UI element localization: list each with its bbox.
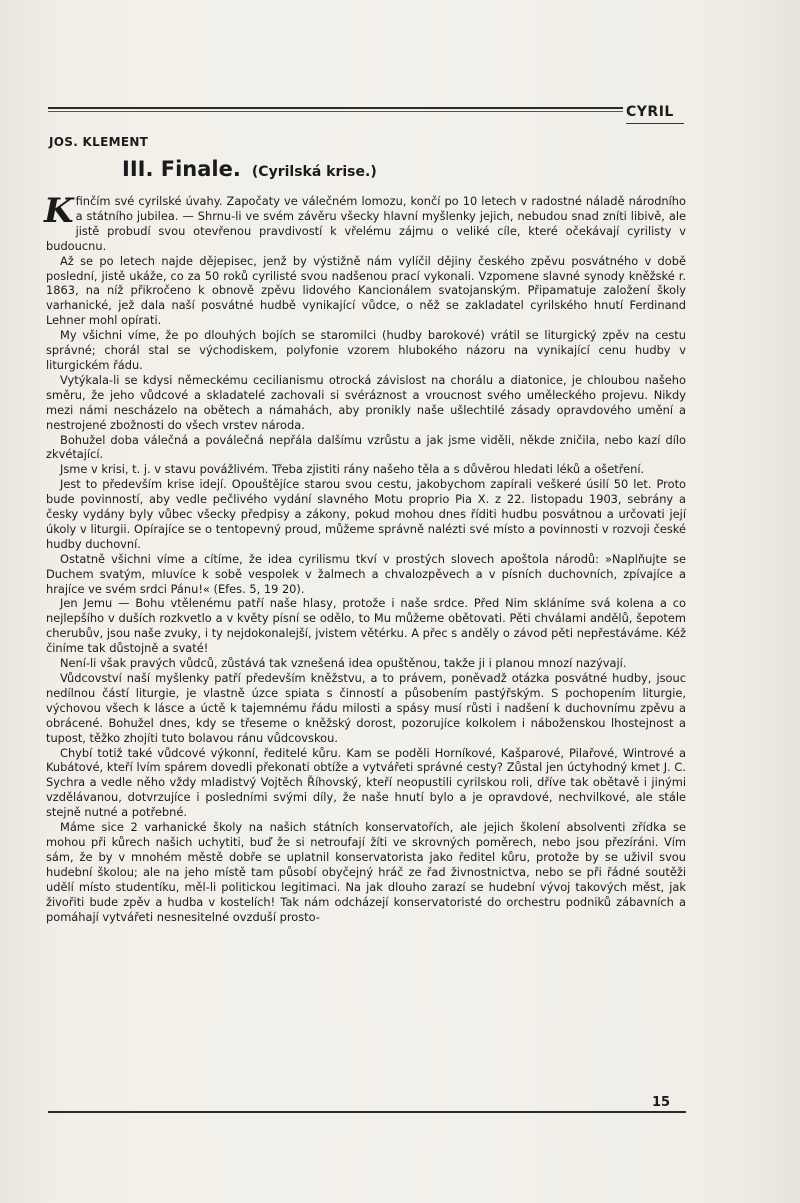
paragraph: Vůdcovství naší myšlenky patří především kněžstvu, a to právem, poněvadž otázka posvátné hudby, jsouc nedílnou částí liturgie, je vlastně úzce spiata s činností a působením pastýřským. S pochopením liturgie, výchovou všech k lásce a úctě k tajemnému řádu milosti a spásy musí růsti i nadšení k duchovnímu zpěvu a obrácené. Bohužel dnes, kdy se třeseme o kněžský dorost, pozorujíce kolkolem i náboženskou lhostejnost a tupost, těžko zhojíti tuto bolavou ránu vůdcovskou. xyxy=(46,671,686,745)
paragraph: Jen Jemu — Bohu vtělenému patří naše hlasy, protože i naše srdce. Před Nim skláníme svá kolena a co nejlepšího v duších rozkvetlo a v květy písní se odělo, to Mu můžeme obětovati. Pěti chválami andělů, šepotem cherubův, jsou naše zvuky, i ty nejdokonalejší, jvistem větérku. A přec s anděly o závod pěti nepřestáváme. Kéž činíme tak důstojně a svaté! xyxy=(46,596,686,656)
article-title: III. Finale. xyxy=(122,157,241,181)
journal-name: CYRIL xyxy=(626,104,674,120)
paragraph xyxy=(44,191,686,254)
paragraph: Jsme v krisi, t. j. v stavu povážlivém. Třeba zjistiti rány našeho těla a s důvěrou hledati léků a ošetření. xyxy=(60,462,645,477)
article-subtitle: (Cyrilská krise.) xyxy=(251,164,377,180)
article-body xyxy=(44,191,686,924)
paragraph: Máme sice 2 varhanické školy na našich státních konservatořích, ale jejich školení absolventi zřídka se mohou při kůrech našich uchytiti, buď že si netroufají žíti ve skrovných poměrech, nebo jsou přezíráni. Vím sám, že by v mnohém městě dobře se uplatnil konservatorista jako ředitel kůru, protože by se uživil svou hudební školou; ale na jeho místě tam působí obyčejný hráč ze řad živnostnictva, nebo se při řádné soutěži udělí místo studentíku, měl-li politickou legitimaci. Na jak dlouho zarazí se hudební vývoj takových měst, jak živořiti bude zpěv a hudba v kostelích! Tak nám odcházejí konservatoristé do orchestru podniků zábavních a pomáhají vytvářeti nesnesitelné ovzduší prosto- xyxy=(46,820,686,924)
journal-underline xyxy=(626,123,684,124)
header-rule-thin xyxy=(48,111,623,112)
paragraph: My všichni víme, že po dlouhých bojích se staromilci (hudby barokové) vrátil se liturgický zpěv na cestu správné; chorál stal se východiskem, polyfonie vzorem hlubokého názoru na vynikající cenu hudby v liturgickém řádu. xyxy=(46,328,686,372)
paragraph: Vytýkala-li se kdysi německému cecilianismu otrocká závislost na chorálu a diatonice, je chloubou našeho směru, že jeho vůdcové a skladatelé zachovali si svéráznost a vroucnost svého uměleckého projevu. Nikdy mezi námi nescházelo na obětech a námahách, aby pronikly naše ušlechtilé zásady opravdového umění a nestrojené zbožnosti do všech vrstev národa. xyxy=(46,372,686,432)
paragraph: Ostatně všichni víme a cítíme, že idea cyrilismu tkví v prostých slovech apoštola národů: »Naplňujte se Duchem svatým, mluvíce k sobě vespolek v žalmech a chvalozpěvech a v písních duchovních, zpívajíce a hrajíce ve svém srdci Pánu!« (Efes. 5, 19 20). xyxy=(46,551,686,596)
paragraph: Není-li však pravých vůdců, zůstává tak vznešená idea opuštěnou, takže ji i planou mnozí nazývají. xyxy=(60,656,627,671)
drop-cap: K xyxy=(44,191,74,231)
paragraph: Bohužel doba válečná a poválečná nepřála dalšímu vzrůstu a jak jsme viděli, někde zničila, nebo kazí dílo zkvétající. xyxy=(46,432,686,462)
paragraph: Chybí totiž také vůdcové výkonní, ředitelé kůru. Kam se poděli Horníkové, Kašparové, Pilařové, Wintrové a Kubátové, kteří lvím spárem dovedli překonati obtíže a vytvářeti správné cesty? Zůstal jen úctyhodný kmet J. C. Sychra a vedle něho vždy mladistvý Vojtěch Říhovský, kteří neopustili cyrilskou roli, dříve tak obětavě i jinými vzdělávanou, dotvrzujíce i posledními svými díly, že naše hnutí bylo a je opravdové, nechvilkové, ale stále stejně nutné a potřebné. xyxy=(46,745,686,820)
article-title-block xyxy=(122,157,377,181)
header-rule xyxy=(48,107,623,109)
page-number: 15 xyxy=(652,1095,671,1110)
paragraph-text: finčím své cyrilské úvahy. Započaty ve válečném lomozu, končí po 10 letech v radostné náladě národního a státního jubilea. — Shrnu-li ve svém závěru všecky hlavní myšlenky jejich, nebudou snad zníti libivě, ale jistě probudí svou otevřenou pravdivostí k vřelému zájmu o veliké cíle, které očekávají cyrilisty v budoucnu. xyxy=(46,194,686,253)
author-name: JOS. KLEMENT xyxy=(49,135,149,149)
paragraph: Jest to především krise idejí. Opouštějíce starou svou cestu, jakobychom zapírali veškeré úsilí 50 let. Proto bude povinností, aby vedle pečlivého vydání slavného Motu proprio Pia X. z 22. listopadu 1903, sebrány a česky vydány byly vůbec všecky předpisy a zákony, pokud mohou dnes říditi hudbu posvátnou a určovati její úkoly v liturgii. Opírajíce se o tentopevný proud, můžeme správně nalézti své místo a povinnosti v rozvoji české hudby duchovní. xyxy=(46,477,686,551)
footer-rule xyxy=(48,1111,686,1113)
paragraph: Až se po letech najde dějepisec, jenž by výstižně nám vylíčil dějiny českého zpěvu posvátného v době poslední, jistě ukáže, co za 50 roků cyrilisté svou nadšenou prací vykonali. Vzpomene slavné synody kněžské r. 1863, na níž přikročeno k obnově zpěvu lidového Kancionálem svatojanským. Připamatuje založení školy varhanické, jež dala naší posvátné hudbě vynikající vůdce, o něž se zakladatel cyrilského hnutí Ferdinand Lehner mohl opírati. xyxy=(46,253,686,328)
